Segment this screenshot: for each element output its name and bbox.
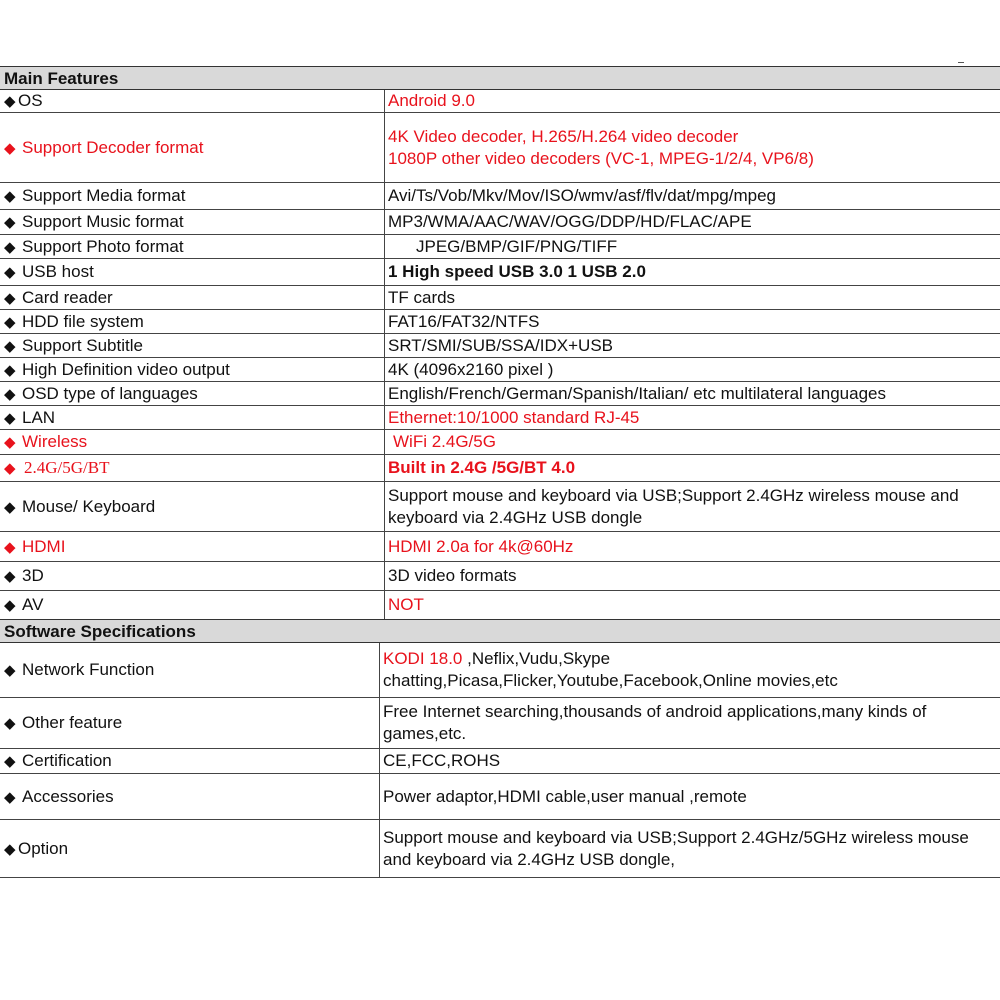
row-value (385, 310, 1000, 333)
diamond-icon: ◆ (4, 385, 16, 403)
value-text: Built in 2.4G /5G/BT 4.0 (388, 458, 576, 477)
value-text: Avi/Ts/Vob/Mkv/Mov/ISO/wmv/asf/flv/dat/mpg/mpeg (388, 186, 776, 205)
label-text: Support Decoder format (22, 137, 204, 157)
row-value (385, 183, 1000, 209)
row-label (0, 286, 385, 309)
diamond-icon: ◆ (4, 662, 16, 679)
value-text: NOT (388, 595, 424, 614)
diamond-icon: ◆ (4, 753, 16, 770)
table-row-music (0, 210, 1000, 235)
label-text: Other feature (22, 713, 123, 732)
row-label (0, 210, 385, 234)
row-label (0, 259, 385, 285)
table-row-av (0, 591, 1000, 619)
value-rest: ,Neflix,Vudu,Skype (462, 649, 611, 668)
section-main-features: Main Features (0, 66, 1000, 90)
label-text: Support Subtitle (22, 335, 143, 355)
diamond-icon: ◆ (4, 188, 16, 205)
spec-sheet (0, 66, 1000, 878)
row-label (0, 406, 385, 429)
value-text: games,etc. (383, 724, 467, 743)
row-value (385, 562, 1000, 590)
row-label (0, 591, 385, 619)
row-label (0, 455, 385, 481)
row-value (385, 113, 1000, 182)
table-row-photo (0, 235, 1000, 259)
diamond-icon: ◆ (4, 214, 16, 231)
row-label (0, 482, 385, 531)
row-value (385, 455, 1000, 481)
row-label (0, 358, 385, 381)
table-row-accessories (0, 774, 1000, 820)
diamond-icon: ◆ (4, 460, 16, 477)
row-label (0, 382, 385, 405)
value-text: Android 9.0 (388, 91, 475, 110)
row-value (380, 820, 1000, 877)
label-text: 3D (22, 566, 44, 585)
value-text: TF cards (388, 287, 456, 307)
row-value (385, 406, 1000, 429)
row-value (385, 430, 1000, 454)
value-text: Power adaptor,HDMI cable,user manual ,remote (383, 786, 747, 806)
table-row-usb (0, 259, 1000, 286)
row-value (385, 382, 1000, 405)
value-text: keyboard via 2.4GHz USB dongle (388, 507, 643, 527)
diamond-icon: ◆ (4, 840, 16, 858)
diamond-icon: ◆ (4, 93, 16, 110)
value-text: WiFi 2.4G/5G (393, 432, 496, 451)
section-software-specifications: Software Specifications (0, 619, 1000, 643)
row-value (380, 749, 1000, 773)
table-row-hdmi (0, 532, 1000, 562)
table-row-hd-output (0, 358, 1000, 382)
label-text: Wireless (22, 432, 88, 451)
corner-mark (958, 62, 964, 63)
value-text: English/French/German/Spanish/Italian/ etc multilateral languages (388, 383, 886, 403)
row-value (380, 774, 1000, 819)
diamond-icon: ◆ (4, 238, 16, 256)
value-text: 3D video formats (388, 566, 517, 585)
row-label (0, 334, 385, 357)
row-value (385, 591, 1000, 619)
label-text: HDD file system (22, 311, 144, 331)
table-row-osd (0, 382, 1000, 406)
table-row-subtitle (0, 334, 1000, 358)
row-label (0, 113, 385, 182)
label-text: OS (18, 91, 43, 110)
value-text: Ethernet:10/1000 standard RJ-45 (388, 407, 640, 427)
label-text: Network Function (22, 660, 155, 679)
diamond-icon: ◆ (4, 264, 16, 281)
row-label (0, 774, 380, 819)
table-row-other-feature (0, 698, 1000, 749)
diamond-icon: ◆ (4, 313, 16, 331)
table-row-mouse-keyboard (0, 482, 1000, 532)
table-row-option (0, 820, 1000, 878)
table-row-lan (0, 406, 1000, 430)
label-text: OSD type of languages (22, 383, 198, 403)
value-text: 4K (4096x2160 pixel ) (388, 359, 554, 379)
value-text (383, 648, 1000, 670)
row-label (0, 310, 385, 333)
label-text: Card reader (22, 287, 113, 307)
row-value (385, 90, 1000, 112)
value-text: Support mouse and keyboard via USB;Support 2.4GHz/5GHz wireless mouse (383, 827, 969, 847)
table-row-3d (0, 562, 1000, 591)
diamond-icon: ◆ (4, 715, 16, 732)
table-row-media (0, 183, 1000, 210)
table-row-os (0, 90, 1000, 113)
diamond-icon: ◆ (4, 597, 16, 614)
table-row-bt (0, 455, 1000, 482)
value-text: 1 High speed USB 3.0 1 USB 2.0 (388, 262, 646, 281)
row-value (380, 643, 1000, 697)
row-label (0, 749, 380, 773)
label-text: 2.4G/5G/BT (24, 458, 110, 477)
table-row-wireless (0, 430, 1000, 455)
value-text: and keyboard via 2.4GHz USB dongle, (383, 849, 676, 869)
value-text: MP3/WMA/AAC/WAV/OGG/DDP/HD/FLAC/APE (388, 212, 752, 231)
label-text: USB host (22, 262, 94, 281)
row-label (0, 698, 380, 748)
table-row-certification (0, 749, 1000, 774)
row-label (0, 183, 385, 209)
table-row-decoder (0, 113, 1000, 183)
label-text: Certification (22, 751, 112, 770)
value-text: JPEG/BMP/GIF/PNG/TIFF (416, 236, 618, 256)
diamond-icon: ◆ (4, 289, 16, 307)
row-value (385, 259, 1000, 285)
label-text: Mouse/ Keyboard (22, 496, 156, 516)
label-text: HDMI (22, 536, 66, 556)
diamond-icon: ◆ (4, 139, 16, 157)
row-label (0, 430, 385, 454)
diamond-icon: ◆ (4, 538, 16, 556)
value-text: 4K Video decoder, H.265/H.264 video decoder (388, 126, 739, 146)
row-value (385, 482, 1000, 531)
value-text: chatting,Picasa,Flicker,Youtube,Facebook,Online movies,etc (383, 671, 838, 690)
row-label (0, 90, 385, 112)
row-label (0, 562, 385, 590)
table-row-card (0, 286, 1000, 310)
row-value (385, 210, 1000, 234)
label-text: AV (22, 595, 44, 614)
value-text: HDMI 2.0a for 4k@60Hz (388, 536, 574, 556)
value-text: SRT/SMI/SUB/SSA/IDX+USB (388, 335, 614, 355)
value-highlight: KODI 18.0 (383, 649, 463, 668)
label-text: Support Media format (22, 186, 186, 205)
value-text: Free Internet searching,thousands of android applications,many kinds of (383, 702, 927, 721)
row-label (0, 820, 380, 877)
label-text: Option (18, 838, 69, 858)
value-text: Support mouse and keyboard via USB;Support 2.4GHz wireless mouse and (388, 485, 959, 505)
table-row-network (0, 643, 1000, 698)
row-value (385, 334, 1000, 357)
label-text: Support Music format (22, 212, 184, 231)
diamond-icon: ◆ (4, 337, 16, 355)
value-text: FAT16/FAT32/NTFS (388, 311, 540, 331)
label-text: LAN (22, 407, 56, 427)
diamond-icon: ◆ (4, 498, 16, 516)
table-row-hdd (0, 310, 1000, 334)
diamond-icon: ◆ (4, 434, 16, 451)
row-label (0, 235, 385, 258)
diamond-icon: ◆ (4, 788, 16, 806)
value-text: 1080P other video decoders (VC-1, MPEG-1/2/4, VP6/8) (388, 148, 814, 168)
label-text: Accessories (22, 786, 114, 806)
diamond-icon: ◆ (4, 568, 16, 585)
row-label (0, 643, 380, 697)
row-value (385, 286, 1000, 309)
label-text: Support Photo format (22, 236, 184, 256)
label-text: High Definition video output (22, 359, 230, 379)
diamond-icon: ◆ (4, 361, 16, 379)
value-text: CE,FCC,ROHS (383, 751, 501, 770)
row-value (380, 698, 1000, 748)
row-value (385, 235, 1000, 258)
row-value (385, 532, 1000, 561)
diamond-icon: ◆ (4, 409, 16, 427)
row-value (385, 358, 1000, 381)
row-label (0, 532, 385, 561)
